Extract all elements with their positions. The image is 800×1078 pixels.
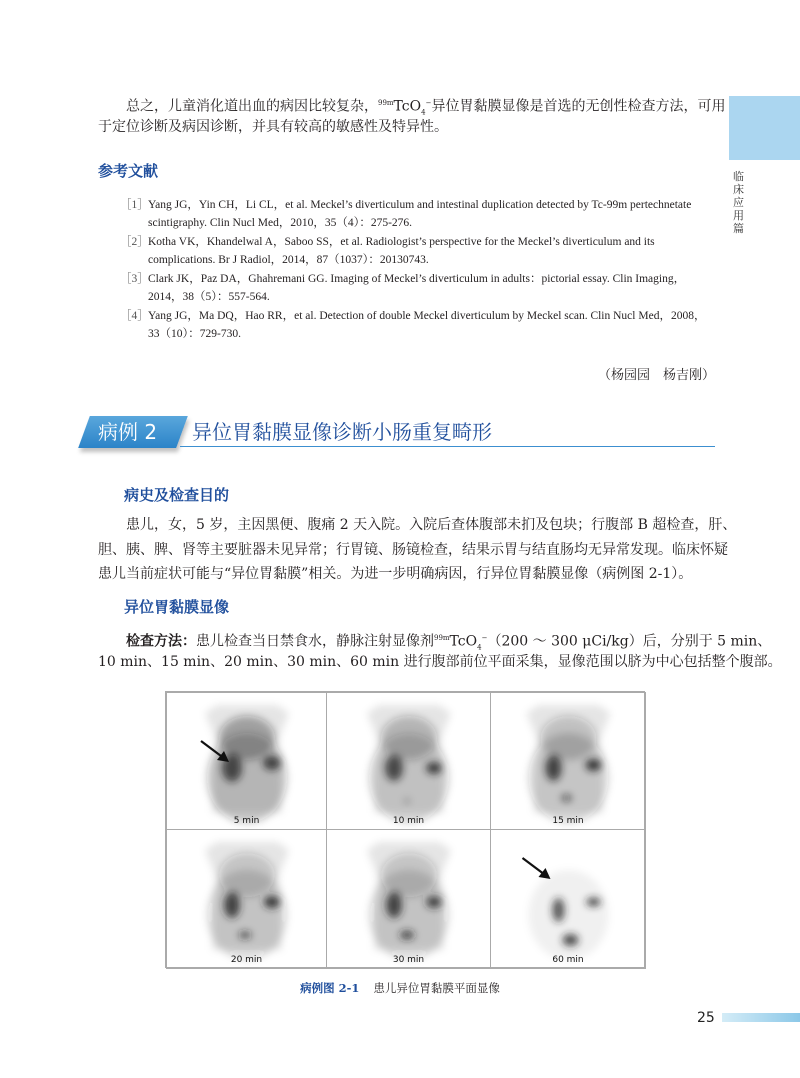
scan-image <box>491 693 646 830</box>
reference-item <box>120 307 715 343</box>
reference-text: Yang JG，Yin CH，Li CL，et al. Meckel’s diverticulum and intestinal duplication detected by Tc-99m pertechnetate <box>148 199 692 211</box>
history-line: 胆、胰、脾、肾等主要脏器未见异常；行胃镜、肠镜检查，结果示胃与结直肠均无异常发现。临床怀疑 <box>98 542 728 558</box>
page-number-bar <box>722 1013 800 1022</box>
reference-item <box>120 270 715 306</box>
time-label: 20 min <box>230 955 263 965</box>
case-badge: 病例 2 <box>98 420 158 444</box>
scan-panel <box>326 829 491 969</box>
time-label: 10 min <box>392 816 425 826</box>
history-heading: 病史及检查目的 <box>124 486 230 504</box>
reference-text: Yang JG，Ma DQ，Hao RR，et al. Detection of double Meckel diverticulum by Meckel scan. Clin Nucl Med，2008， <box>148 310 706 322</box>
text: 总之，儿童消化道出血的病因比较复杂， <box>126 98 378 115</box>
text: （200 ～ 300 μCi/kg）后，分别于 5 min、 <box>487 633 772 650</box>
scan-image <box>167 830 327 969</box>
time-label: 5 min <box>233 816 260 826</box>
isotope-mass: 99m <box>378 99 394 107</box>
arrow-icon <box>523 858 551 879</box>
isotope-charge: − <box>425 99 432 107</box>
reference-list <box>120 196 715 344</box>
isotope: TcO <box>449 633 478 650</box>
reference-number: ［3］ <box>120 273 149 285</box>
scan-image <box>167 693 327 830</box>
reference-text: scintigraphy. Clin Nucl Med，2010，35（4）：275-276. <box>148 217 413 229</box>
isotope-sub: 4 <box>421 108 426 117</box>
reference-number: ［1］ <box>120 199 149 211</box>
imaging-heading: 异位胃黏膜显像 <box>124 598 230 616</box>
isotope-charge: − <box>481 634 488 642</box>
references-heading: 参考文献 <box>98 162 159 180</box>
case-title: 异位胃黏膜显像诊断小肠重复畸形 <box>192 420 492 444</box>
history-line: 患儿，女，5 岁，主因黑便、腹痛 2 天入院。入院后查体腹部未扪及包块；行腹部 B 超检查，肝、 <box>126 517 737 533</box>
reference-text: complications. Br J Radiol，2014，87（1037）：20130743. <box>148 254 429 266</box>
isotope-sub: 4 <box>477 643 482 652</box>
history-line: 患儿当前症状可能与“异位胃黏膜”相关。为进一步明确病因，行异位胃黏膜显像（病例图 2-1）。 <box>98 566 693 582</box>
section-tab-block <box>729 96 800 160</box>
section-tab-label: 临床应用篇 <box>733 170 744 235</box>
conclusion-line-2: 于定位诊断及病因诊断，并具有较高的敏感性及特异性。 <box>98 119 448 135</box>
case-title-rule <box>180 446 715 447</box>
caption-text: 患儿异位胃黏膜平面显像 <box>373 981 500 995</box>
scan-image <box>327 830 491 969</box>
reference-item <box>120 233 715 269</box>
page-number: 25 <box>697 1010 715 1026</box>
method-line-2: 10 min、15 min、20 min、30 min、60 min 进行腹部前位平面采集，显像范围以脐为中心包括整个腹部。 <box>98 654 782 670</box>
scan-image <box>491 830 646 969</box>
scan-panel <box>490 829 646 969</box>
reference-text: Clark JK，Paz DA，Ghahremani GG. Imaging of Meckel’s diverticulum in adults：pictorial essay. Clin Imaging， <box>148 273 686 285</box>
scintigraphy-figure <box>165 691 645 968</box>
reference-text: 2014，38（5）：557-564. <box>148 291 270 303</box>
reference-number: ［4］ <box>120 310 149 322</box>
scan-image <box>327 693 491 830</box>
reference-item <box>120 196 715 232</box>
isotope-mass: 99m <box>434 634 450 642</box>
scan-panel <box>166 692 327 830</box>
scan-panel <box>166 829 327 969</box>
authors: （杨园园 杨吉刚） <box>597 368 715 383</box>
reference-text: 33（10）：729-730. <box>148 328 241 340</box>
text: 患儿检查当日禁食水，静脉注射显像剂 <box>196 633 434 650</box>
time-label: 60 min <box>552 955 584 965</box>
time-label: 30 min <box>392 955 425 965</box>
reference-text: Kotha VK，Khandelwal A，Saboo SS，et al. Radiologist’s perspective for the Meckel’s diverticulum and its <box>148 236 655 248</box>
time-label: 15 min <box>552 816 584 826</box>
scan-panel <box>326 692 491 830</box>
reference-number: ［2］ <box>120 236 149 248</box>
scan-panel <box>490 692 646 830</box>
text: 异位胃黏膜显像是首选的无创性检查方法，可用 <box>431 98 726 115</box>
caption-number: 病例图 2-1 <box>300 981 360 995</box>
figure-caption <box>0 980 800 996</box>
isotope: TcO <box>393 98 422 115</box>
method-label: 检查方法： <box>126 633 196 650</box>
